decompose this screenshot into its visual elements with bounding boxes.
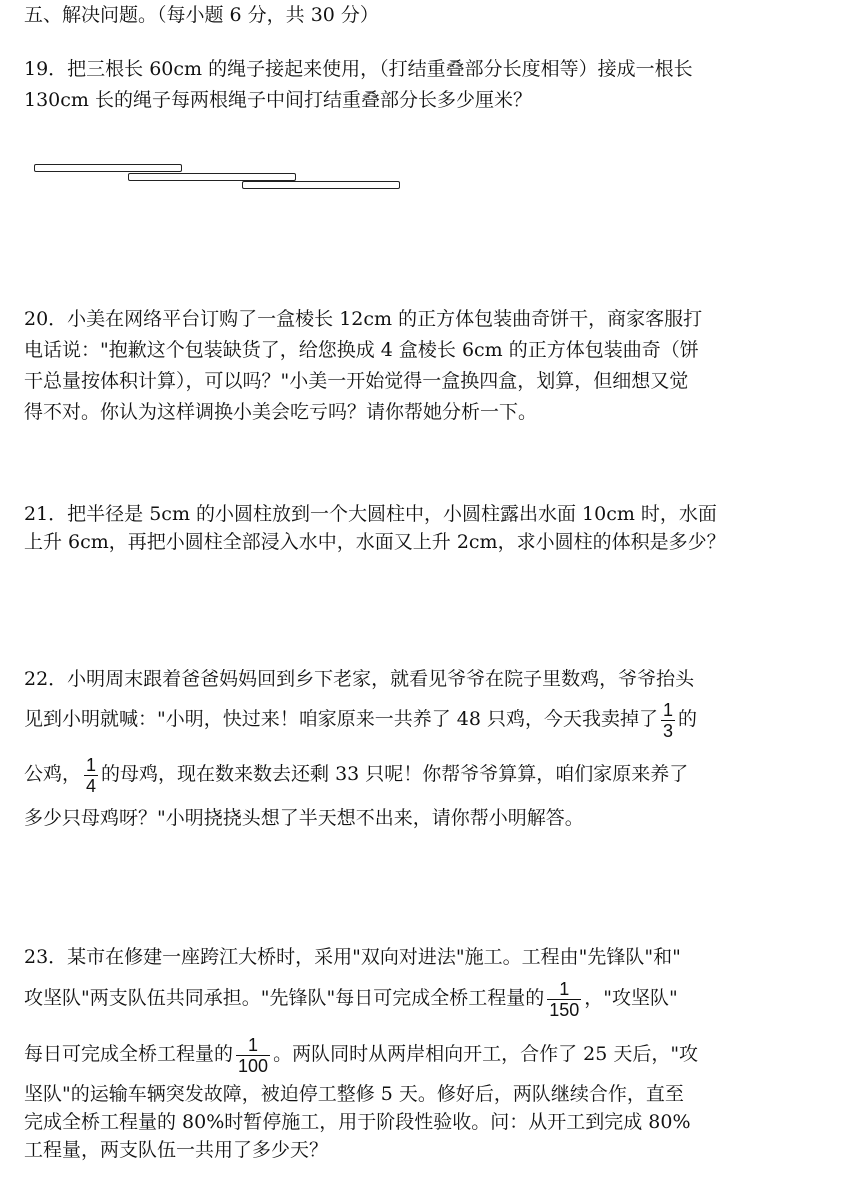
q20-line-2: 电话说："抱歉这个包装缺货了，给您换成 4 盒棱长 6cm 的正方体包装曲奇（饼 [24, 339, 699, 361]
q23-line-2-tail: ，"攻坚队" [584, 987, 678, 1009]
q23-line-2-text: 攻坚队"两支队伍共同承担。"先锋队"每日可完成全桥工程量的 [24, 987, 545, 1009]
fraction-numerator: 1 [86, 754, 97, 775]
fraction-denominator: 4 [86, 775, 97, 796]
q23-line-2 [24, 976, 678, 1020]
q21-line-1: 21．把半径是 5cm 的小圆柱放到一个大圆柱中，小圆柱露出水面 10cm 时，水面 [24, 503, 717, 525]
q23-line-3-text: 。两队同时从两岸相向开工，合作了 25 天后，"攻 [273, 1043, 699, 1065]
q22-line-3-head: 公鸡， [24, 763, 82, 785]
fraction-denominator: 3 [663, 720, 674, 741]
fraction-one-150th [547, 979, 581, 1020]
fraction-numerator: 1 [547, 979, 581, 1000]
fraction-numerator: 1 [663, 699, 674, 720]
q23-line-1: 23．某市在修建一座跨江大桥时，采用"双向对进法"施工。工程由"先锋队"和" [24, 946, 681, 968]
q19-line-2: 130cm 长的绳子每两根绳子中间打结重叠部分长多少厘米？ [24, 89, 532, 111]
q23-line-6: 工程量，两支队伍一共用了多少天？ [24, 1139, 329, 1161]
q22-line-1: 22．小明周末跟着爸爸妈妈回到乡下老家，就看见爷爷在院子里数鸡，爷爷抬头 [24, 668, 695, 690]
rope-2 [128, 173, 296, 181]
q23-line-5: 完成全桥工程量的 80%时暂停施工，用于阶段性验收。问：从开工到完成 80% [24, 1111, 691, 1133]
q23-line-3-head: 每日可完成全桥工程量的 [24, 1043, 234, 1065]
q22-line-2-tail: 的 [678, 708, 698, 730]
q23-line-3 [24, 1032, 698, 1076]
q23-line-4: 坚队"的运输车辆突发故障，被迫停工整修 5 天。修好后，两队继续合作，直至 [24, 1083, 684, 1105]
q20-line-3: 干总量按体积计算），可以吗？"小美一开始觉得一盒换四盒，划算，但细想又觉 [24, 370, 689, 392]
fraction-one-quarter [84, 755, 98, 796]
q21-line-2: 上升 6cm，再把小圆柱全部浸入水中，水面又上升 2cm，求小圆柱的体积是多少？ [24, 531, 726, 553]
fraction-one-third [661, 700, 675, 741]
rope-1 [34, 164, 182, 172]
rope-3 [242, 181, 400, 189]
q20-line-4: 得不对。你认为这样调换小美会吃亏吗？请你帮她分析一下。 [24, 401, 538, 423]
q22-line-3 [24, 752, 688, 796]
q22-line-2-text: 见到小明就喊："小明，快过来！咱家原来一共养了 48 只鸡，今天我卖掉了 [24, 708, 658, 730]
section-title: 五、解决问题。（每小题 6 分，共 30 分） [24, 4, 379, 26]
fraction-numerator: 1 [236, 1035, 270, 1056]
fraction-denominator: 150 [549, 999, 580, 1020]
q22-line-3-text: 的母鸡，现在数来数去还剩 33 只呢！你帮爷爷算算，咱们家原来养了 [101, 763, 689, 785]
fraction-one-100th [236, 1035, 270, 1076]
q20-line-1: 20．小美在网络平台订购了一盒棱长 12cm 的正方体包装曲奇饼干，商家客服打 [24, 308, 703, 330]
q22-line-4: 多少只母鸡呀？"小明挠挠头想了半天想不出来，请你帮小明解答。 [24, 807, 584, 829]
fraction-denominator: 100 [238, 1055, 269, 1076]
q22-line-2 [24, 697, 697, 741]
q19-line-1: 19．把三根长 60cm 的绳子接起来使用，（打结重叠部分长度相等）接成一根长 [24, 58, 693, 80]
